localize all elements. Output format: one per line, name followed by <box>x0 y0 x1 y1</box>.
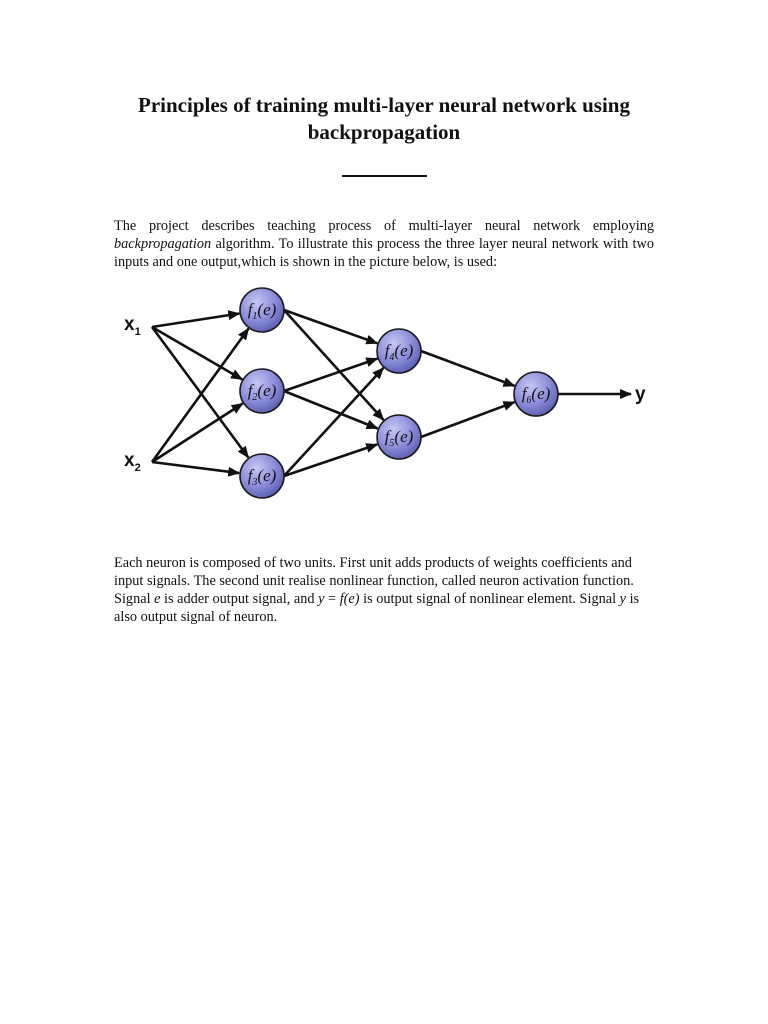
desc-text-3: is output signal of nonlinear element. Signal <box>359 591 620 607</box>
neuron-label <box>248 381 277 403</box>
arrow-x1-to-f3 <box>152 327 248 458</box>
neuron-index: 6 <box>526 395 532 406</box>
desc-text-4: is also output signal of neuron. <box>114 591 640 625</box>
neuron-f6 <box>514 372 558 416</box>
neuron-f1 <box>240 288 284 332</box>
neuron-label <box>385 427 414 449</box>
neuron-label <box>522 384 551 406</box>
neuron-f4 <box>377 329 421 373</box>
neuron-func-name: f <box>247 381 253 400</box>
arrow-f4-to-f6 <box>421 351 515 386</box>
neuron-arg: (e) <box>394 427 414 446</box>
neuron-func-name: f <box>247 300 253 319</box>
intro-text-2: algorithm. To illustrate this process the three layer neural network with two inputs and one output,which is shown in the picture below, is used: <box>114 236 654 270</box>
neuron-func-name: f <box>521 384 527 403</box>
arrow-f2-to-f4 <box>284 359 377 391</box>
intro-text-1: The project describes teaching process of multi-layer neural network employing <box>114 218 654 234</box>
neuron-index: 4 <box>389 352 395 363</box>
input-index: 2 <box>134 462 141 474</box>
desc-fe: f(e) <box>339 591 360 607</box>
neural-network-diagram <box>108 278 668 510</box>
input-index: 1 <box>134 326 141 338</box>
neuron-arg: (e) <box>394 341 414 360</box>
title-underline <box>342 175 427 177</box>
neuron-f2 <box>240 369 284 413</box>
neuron-index: 3 <box>252 477 258 488</box>
neuron-func-name: f <box>247 466 253 485</box>
neuron-index: 1 <box>252 311 258 322</box>
input-var: x <box>124 314 135 335</box>
desc-text-2: is adder output signal, and <box>160 591 319 607</box>
arrow-x2-to-f3 <box>152 462 239 473</box>
arrow-x1-to-f2 <box>152 327 242 379</box>
neuron-func-name: f <box>384 341 390 360</box>
desc-var-y: y <box>318 591 325 607</box>
neuron-func-name: f <box>384 427 390 446</box>
neuron-f3 <box>240 454 284 498</box>
input-label-x1 <box>124 314 141 338</box>
neuron-arg: (e) <box>257 381 277 400</box>
intro-emphasis: backpropagation <box>114 236 212 252</box>
neuron-arg: (e) <box>257 300 277 319</box>
neuron-description-paragraph <box>114 554 654 626</box>
intro-paragraph <box>114 217 654 271</box>
desc-equals: = <box>324 591 340 607</box>
input-var: x <box>124 450 135 471</box>
neuron-label <box>248 466 277 488</box>
neuron-label <box>248 300 277 322</box>
desc-var-y2: y <box>619 591 626 607</box>
neuron-arg: (e) <box>257 466 277 485</box>
page-title: Principles of training multi-layer neural network using backpropagation <box>138 93 630 144</box>
neuron-arg: (e) <box>531 384 551 403</box>
neuron-f5 <box>377 415 421 459</box>
arrow-x1-to-f1 <box>152 314 239 328</box>
neuron-label <box>385 341 414 363</box>
desc-text-1: Each neuron is composed of two units. First unit adds products of weights coefficients and input signals. The second unit realise nonlinear function, called neuron activation function. Signal <box>114 555 634 607</box>
neuron-index: 2 <box>252 392 258 403</box>
output-label-y: y <box>635 384 646 405</box>
arrow-f5-to-f6 <box>421 402 515 437</box>
neuron-index: 5 <box>389 438 395 449</box>
input-label-x2 <box>124 450 141 474</box>
desc-var-e: e <box>154 591 161 607</box>
